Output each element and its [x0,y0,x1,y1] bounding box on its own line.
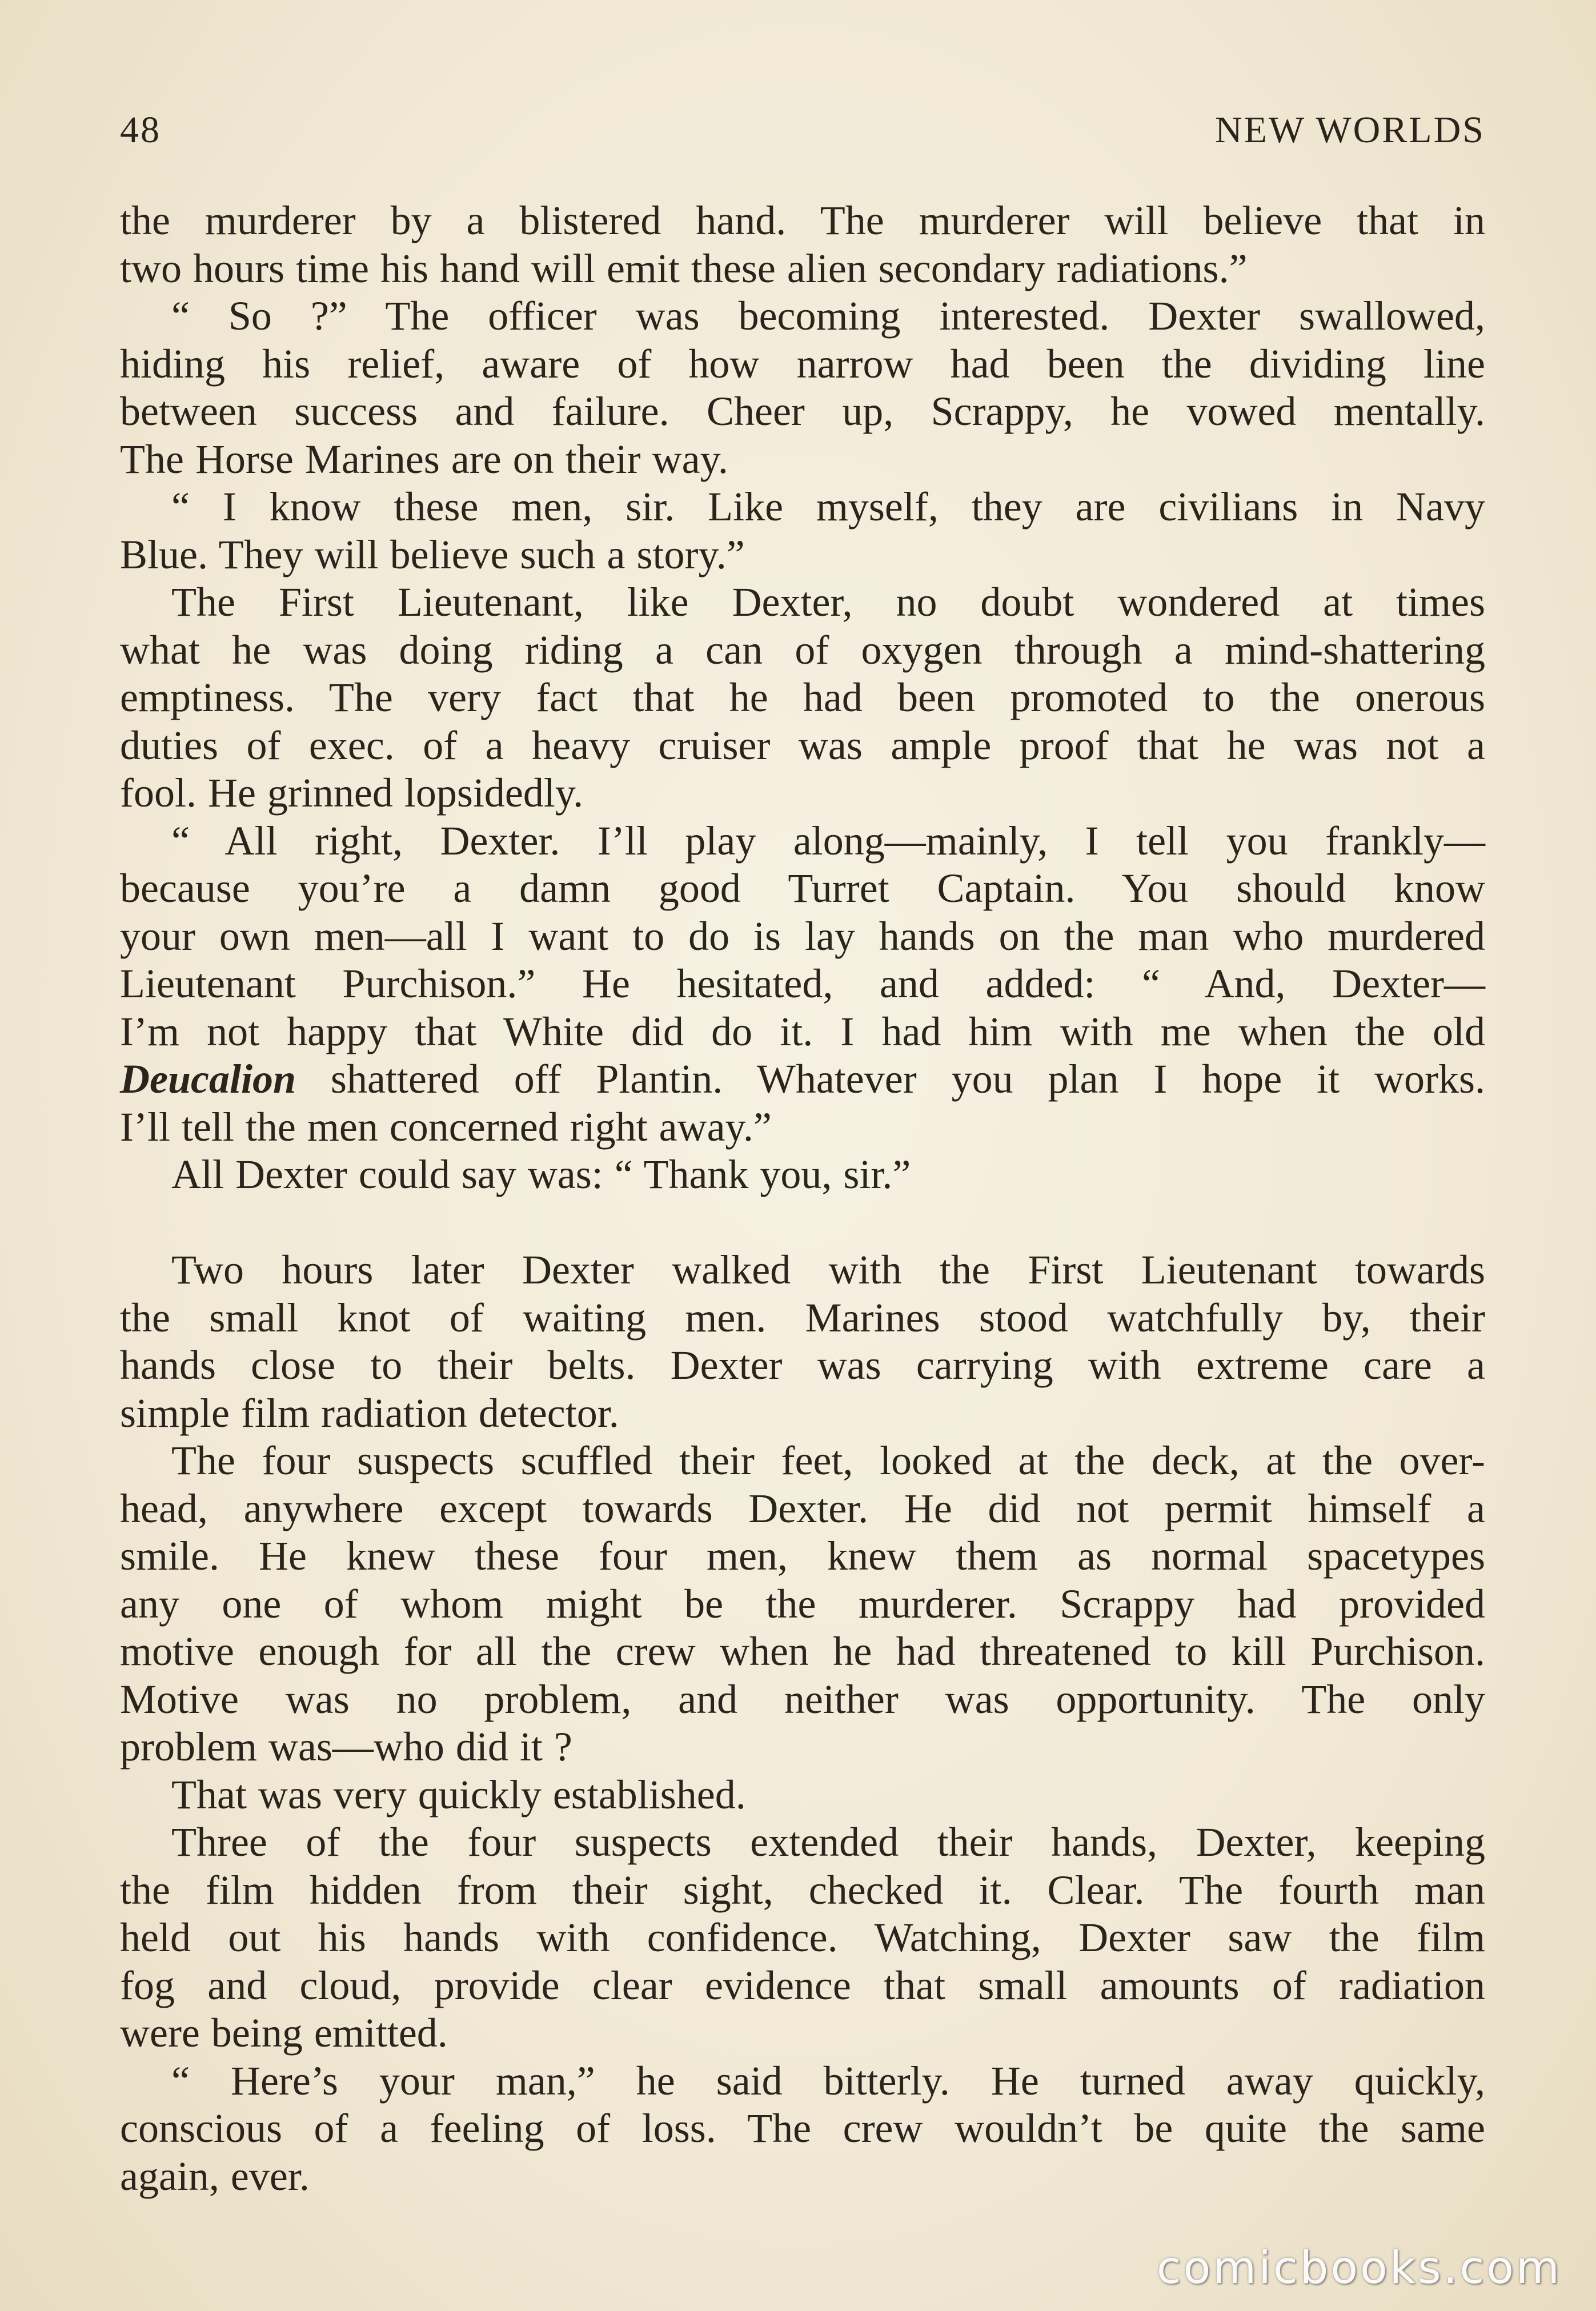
text-line: Motive was no problem, and neither was opportunity. The only [120,1676,1485,1722]
text-line: hiding his relief, aware of how narrow had been the dividing line [120,340,1485,387]
text-line: The First Lieutenant, like Dexter, no doubt wondered at times [171,579,1485,625]
text-line: “ Here’s your man,” he said bitterly. He turned away quickly, [171,2057,1485,2104]
running-head: NEW WORLDS [1214,109,1485,151]
text-line: I’ll tell the men concerned right away.” [120,1104,772,1150]
text-line: the film hidden from their sight, checked it. Clear. The fourth man [120,1867,1485,1913]
text-line: “ All right, Dexter. I’ll play along—mainly, I tell you frankly— [171,817,1485,864]
text-line: I’m not happy that White did do it. I had him with me when the old [120,1008,1485,1054]
text-line: fog and cloud, provide clear evidence that small amounts of radiation [120,1962,1485,2008]
text-line: duties of exec. of a heavy cruiser was ample proof that he was not a [120,722,1485,768]
text-line: All Dexter could say was: “ Thank you, sir.” [171,1152,911,1197]
text-line: held out his hands with confidence. Watching, Dexter saw the film [120,1915,1485,1960]
text-line: what he was doing riding a can of oxygen through a mind-shattering [120,627,1485,673]
text-line: two hours time his hand will emit these alien secondary radiations.” [120,245,1248,291]
text-line: head, anywhere except towards Dexter. He did not permit himself a [120,1485,1485,1531]
text-line: were being emitted. [120,2010,448,2056]
body-text [120,197,1485,2200]
text-line: conscious of a feeling of loss. The crew wouldn’t be quite the same [120,2105,1485,2151]
text-line: Three of the four suspects extended their hands, Dexter, keeping [171,1819,1485,1865]
text-line: Two hours later Dexter walked with the First Lieutenant towards [171,1247,1485,1293]
text-line: The four suspects scuffled their feet, looked at the deck, at the over- [171,1438,1485,1483]
text-line: hands close to their belts. Dexter was carrying with extreme care a [120,1342,1485,1388]
text-line: Lieutenant Purchison.” He hesitated, and added: “ And, Dexter— [120,961,1485,1006]
text-line: emptiness. The very fact that he had been promoted to the onerous [120,675,1485,720]
text-line: between success and failure. Cheer up, Scrappy, he vowed mentally. [120,388,1485,434]
text-line: again, ever. [120,2153,310,2199]
ship-name: Deucalion [120,1056,296,1102]
text-line: any one of whom might be the murderer. Scrappy had provided [120,1580,1485,1627]
text-line: “ I know these men, sir. Like myself, they are civilians in Navy [171,484,1485,529]
text-line: fool. He grinned lopsidedly. [120,770,584,816]
page-header [120,109,1485,160]
text-line: your own men—all I want to do is lay hands on the man who murdered [120,913,1485,959]
text-line: Blue. They will believe such a story.” [120,531,745,577]
text-line: smile. He knew these four men, knew them as normal spacetypes [120,1533,1485,1579]
page-number: 48 [120,109,161,151]
line-rest: shattered off Plantin. Whatever you plan I hope it works. [296,1056,1485,1102]
text-line [120,1056,1485,1104]
text-line: motive enough for all the crew when he had threatened to kill Purchison. [120,1628,1485,1674]
text-line: That was very quickly established. [171,1771,746,1817]
text-line: The Horse Marines are on their way. [120,436,728,482]
section-break [120,1199,1485,1247]
text-line: problem was—who did it ? [120,1724,572,1770]
text-line: simple film radiation detector. [120,1390,619,1436]
text-line: “ So ?” The officer was becoming interested. Dexter swallowed, [171,293,1485,339]
watermark: comicbooks.com [1156,2242,1562,2294]
text-line: the murderer by a blistered hand. The murderer will believe that in [120,198,1485,243]
text-line: the small knot of waiting men. Marines stood watchfully by, their [120,1294,1485,1341]
text-line: because you’re a damn good Turret Captain. You should know [120,865,1485,911]
